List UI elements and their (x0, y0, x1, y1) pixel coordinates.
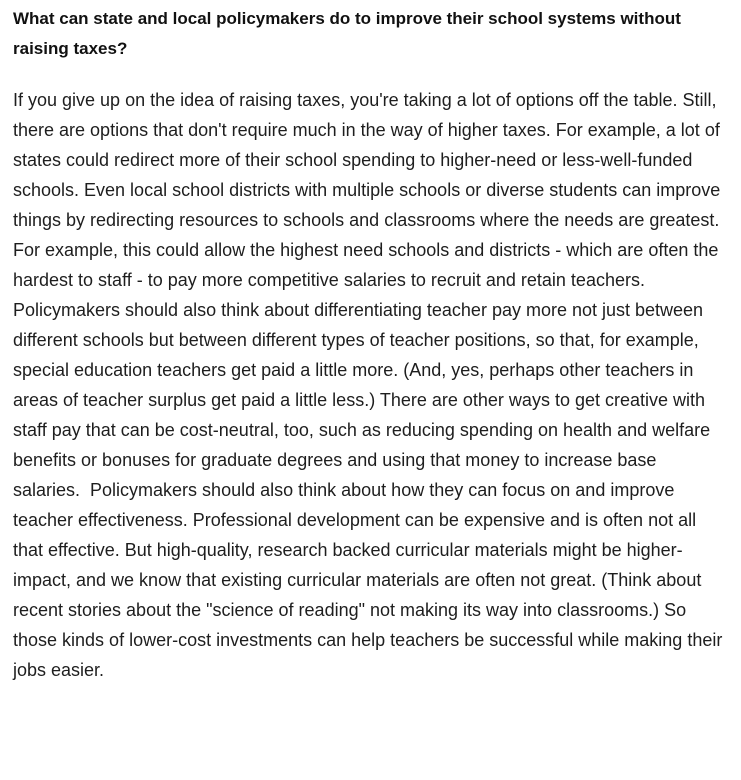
answer-paragraph: If you give up on the idea of raising taxes, you're taking a lot of options off the table. Still, there are options that don't require much in the way of higher taxes. For example, a lot of states could redirect more of their school spending to higher-need or less-well-funded schools. Even local school districts with multiple schools or diverse students can improve things by redirecting resources to schools and classrooms where the needs are greatest. For example, this could allow the highest need schools and districts - which are often the hardest to staff - to pay more competitive salaries to recruit and retain teachers. Policymakers should also think about differentiating teacher pay more not just between different schools but between different types of teacher positions, so that, for example, special education teachers get paid a little more. (And, yes, perhaps other teachers in areas of teacher surplus get paid a little less.) There are other ways to get creative with staff pay that can be cost-neutral, too, such as reducing spending on health and welfare benefits or bonuses for graduate degrees and using that money to increase base salaries. Policymakers should also think about how they can focus on and improve teacher effectiveness. Professional development can be expensive and is often not all that effective. But high-quality, research backed curricular materials might be higher-impact, and we know that existing curricular materials are often not great. (Think about recent stories about the "science of reading" not making its way into classrooms.) So those kinds of lower-cost investments can help teachers be successful while making their jobs easier. (13, 90, 728, 680)
question-heading: What can state and local policymakers do to improve their school systems without raising taxes? (13, 9, 681, 58)
qa-article (13, 4, 728, 685)
